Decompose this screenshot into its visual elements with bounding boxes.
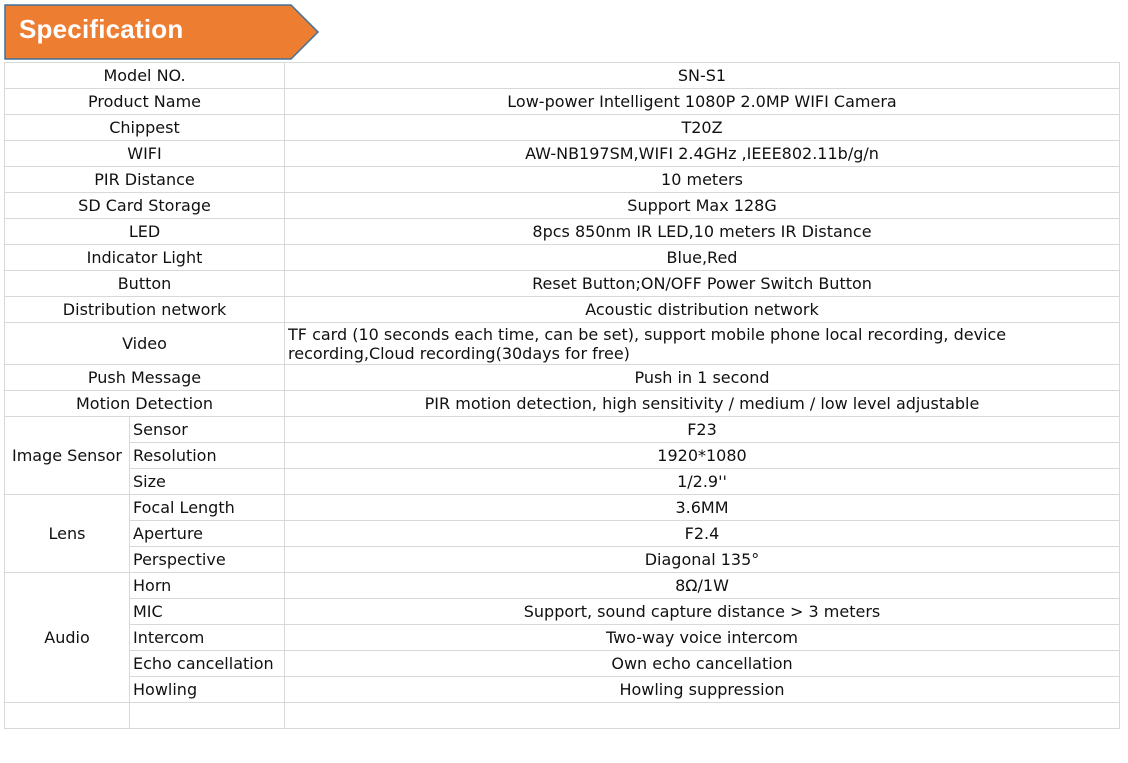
spec-value: 3.6MM xyxy=(285,495,1120,521)
spec-label: Video xyxy=(5,323,285,365)
section-banner xyxy=(0,0,330,62)
sub-label: MIC xyxy=(130,599,285,625)
table-row xyxy=(5,365,1120,391)
table-row xyxy=(5,167,1120,193)
spec-value: Reset Button;ON/OFF Power Switch Button xyxy=(285,271,1120,297)
table-row-cutoff xyxy=(5,703,1120,729)
table-row xyxy=(5,141,1120,167)
spec-value: Push in 1 second xyxy=(285,365,1120,391)
sub-label: Perspective xyxy=(130,547,285,573)
spec-value: F23 xyxy=(285,417,1120,443)
group-label: Image Sensor xyxy=(5,417,130,495)
table-row xyxy=(5,323,1120,365)
table-row xyxy=(5,63,1120,89)
group-label: Audio xyxy=(5,573,130,703)
table-row xyxy=(5,651,1120,677)
group-label: Lens xyxy=(5,495,130,573)
spec-value: F2.4 xyxy=(285,521,1120,547)
spec-value: 1920*1080 xyxy=(285,443,1120,469)
sub-label: Focal Length xyxy=(130,495,285,521)
table-row xyxy=(5,443,1120,469)
table-row xyxy=(5,573,1120,599)
table-row xyxy=(5,547,1120,573)
table-row xyxy=(5,625,1120,651)
spec-value: 8Ω/1W xyxy=(285,573,1120,599)
sub-label: Sensor xyxy=(130,417,285,443)
sub-label: Size xyxy=(130,469,285,495)
empty-cell xyxy=(285,703,1120,729)
spec-value: AW-NB197SM,WIFI 2.4GHz ,IEEE802.11b/g/n xyxy=(285,141,1120,167)
spec-value: Support Max 128G xyxy=(285,193,1120,219)
table-row xyxy=(5,271,1120,297)
spec-label: SD Card Storage xyxy=(5,193,285,219)
spec-label: Button xyxy=(5,271,285,297)
spec-value: Blue,Red xyxy=(285,245,1120,271)
sub-label: Echo cancellation xyxy=(130,651,285,677)
table-row xyxy=(5,245,1120,271)
spec-table-body xyxy=(5,63,1120,729)
table-row xyxy=(5,89,1120,115)
sub-label: Horn xyxy=(130,573,285,599)
spec-label: Motion Detection xyxy=(5,391,285,417)
table-row xyxy=(5,115,1120,141)
page-title: Specification xyxy=(19,14,184,44)
spec-label: Distribution network xyxy=(5,297,285,323)
spec-value: Support, sound capture distance > 3 meters xyxy=(285,599,1120,625)
spec-table xyxy=(4,62,1120,729)
spec-label: PIR Distance xyxy=(5,167,285,193)
spec-label: Indicator Light xyxy=(5,245,285,271)
sub-label: Howling xyxy=(130,677,285,703)
table-row xyxy=(5,469,1120,495)
spec-value: TF card (10 seconds each time, can be set), support mobile phone local recording, device recording,Cloud recording(30days for free) xyxy=(285,323,1120,365)
spec-value: Two-way voice intercom xyxy=(285,625,1120,651)
spec-value: Low-power Intelligent 1080P 2.0MP WIFI Camera xyxy=(285,89,1120,115)
table-row xyxy=(5,599,1120,625)
table-row xyxy=(5,521,1120,547)
spec-value: Own echo cancellation xyxy=(285,651,1120,677)
table-row xyxy=(5,417,1120,443)
sub-label: Resolution xyxy=(130,443,285,469)
table-row xyxy=(5,219,1120,245)
spec-label: Chippest xyxy=(5,115,285,141)
table-row xyxy=(5,193,1120,219)
spec-label: LED xyxy=(5,219,285,245)
spec-value: 8pcs 850nm IR LED,10 meters IR Distance xyxy=(285,219,1120,245)
spec-label: Push Message xyxy=(5,365,285,391)
spec-value: 10 meters xyxy=(285,167,1120,193)
spec-value: Acoustic distribution network xyxy=(285,297,1120,323)
spec-value: PIR motion detection, high sensitivity / medium / low level adjustable xyxy=(285,391,1120,417)
sub-label: Intercom xyxy=(130,625,285,651)
table-row xyxy=(5,391,1120,417)
spec-value: 1/2.9'' xyxy=(285,469,1120,495)
spec-value: Diagonal 135° xyxy=(285,547,1120,573)
spec-value: SN-S1 xyxy=(285,63,1120,89)
empty-cell xyxy=(5,703,130,729)
spec-label: Product Name xyxy=(5,89,285,115)
table-row xyxy=(5,495,1120,521)
table-row xyxy=(5,297,1120,323)
spec-label: Model NO. xyxy=(5,63,285,89)
spec-value: Howling suppression xyxy=(285,677,1120,703)
spec-label: WIFI xyxy=(5,141,285,167)
spec-value: T20Z xyxy=(285,115,1120,141)
sub-label: Aperture xyxy=(130,521,285,547)
empty-cell xyxy=(130,703,285,729)
table-row xyxy=(5,677,1120,703)
